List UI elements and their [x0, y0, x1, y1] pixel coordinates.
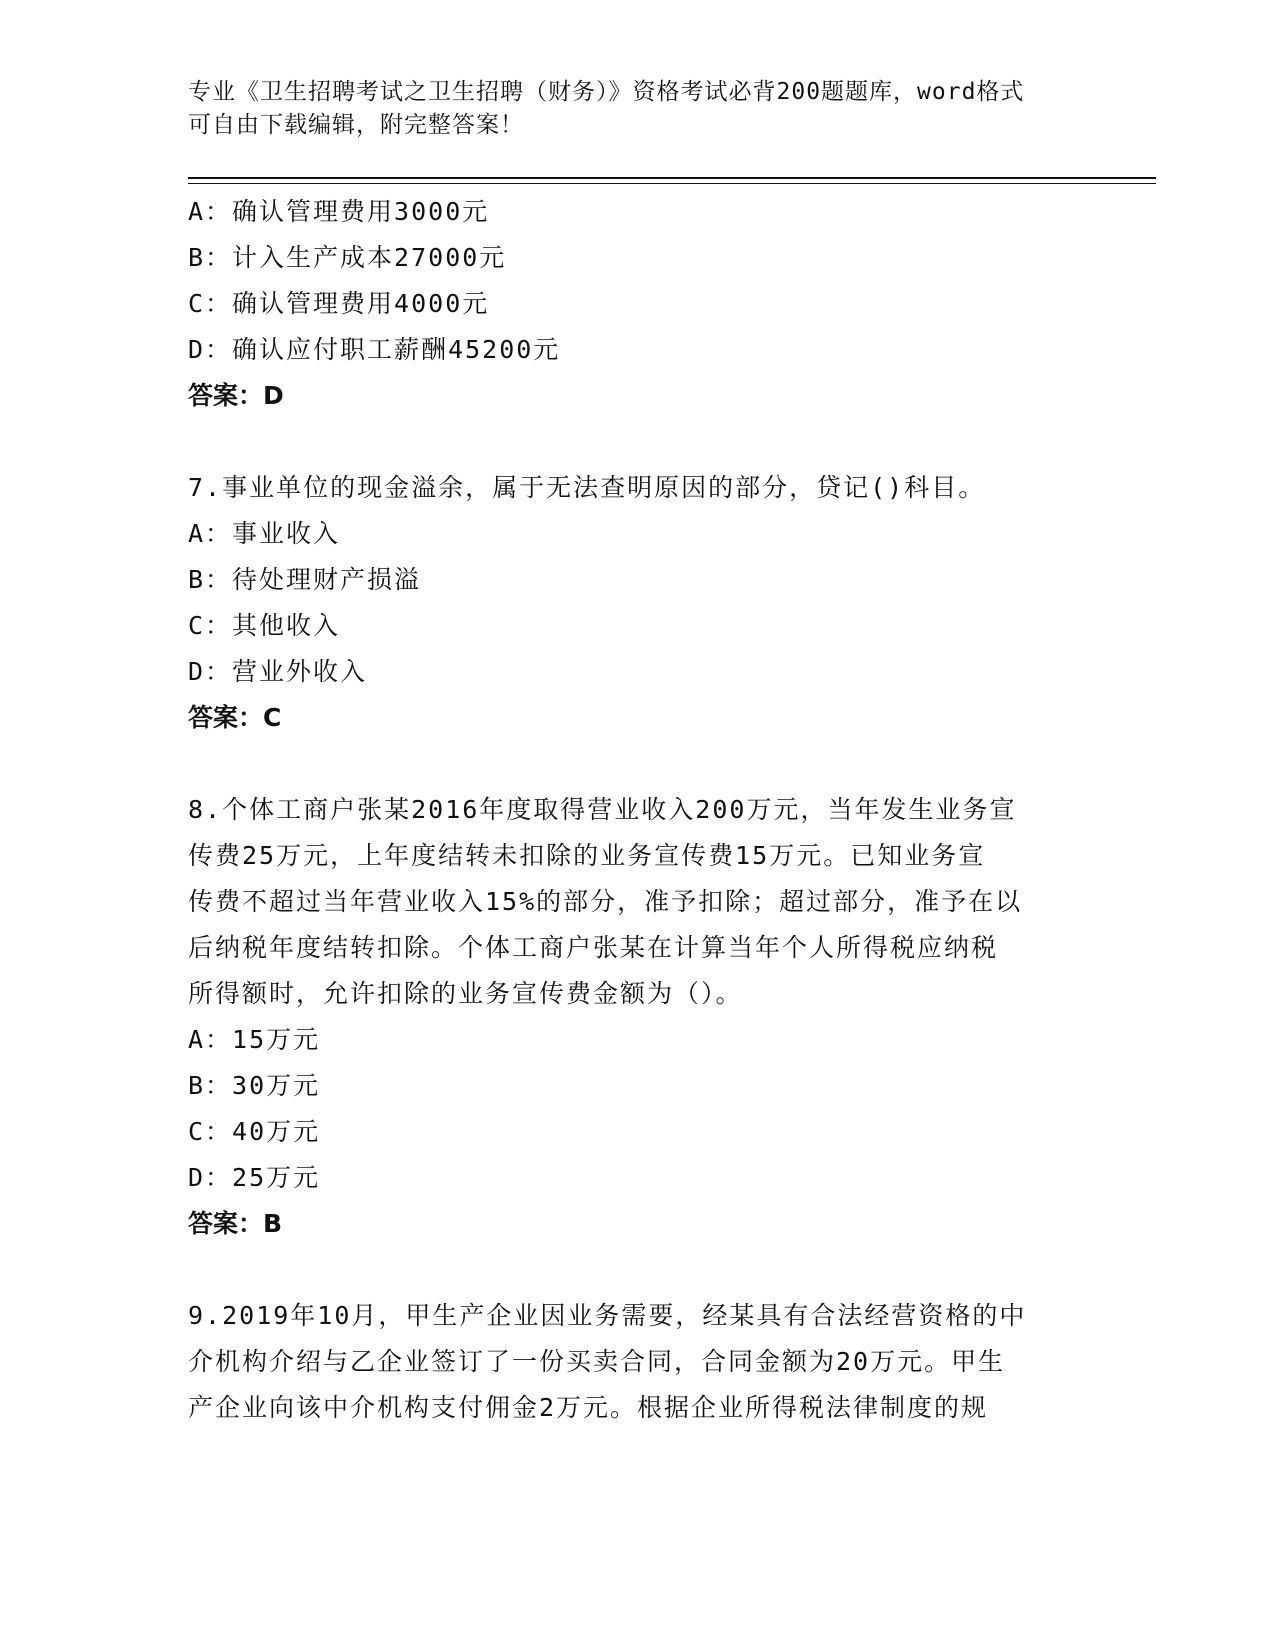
document-header — [188, 76, 1088, 142]
header-divider-thin — [188, 183, 1156, 184]
option-a: A：事业收入 — [188, 519, 341, 548]
option-b: B：计入生产成本27000元 — [188, 243, 507, 272]
spacer — [188, 419, 1088, 465]
header-divider-thick — [188, 177, 1156, 179]
answer-line: 答案：D — [188, 381, 284, 410]
option-d: D：25万元 — [188, 1163, 321, 1192]
question-8 — [188, 787, 1088, 1247]
question-text-line: 传费25万元，上年度结转未扣除的业务宣传费15万元。已知业务宣 — [188, 841, 986, 870]
question-text-line: 所得额时，允许扣除的业务宣传费金额为（）。 — [188, 979, 743, 1008]
option-a: A：确认管理费用3000元 — [188, 197, 490, 226]
question-text-line: 传费不超过当年营业收入15%的部分，准予扣除；超过部分，准予在以 — [188, 887, 1023, 916]
question-text-line: 8.个体工商户张某2016年度取得营业收入200万元，当年发生业务宣 — [188, 795, 1017, 824]
question-text-line: 后纳税年度结转扣除。个体工商户张某在计算当年个人所得税应纳税 — [188, 933, 999, 962]
option-c: C：确认管理费用4000元 — [188, 289, 490, 318]
answer-line: 答案：B — [188, 1209, 283, 1238]
spacer — [188, 741, 1088, 787]
option-c: C：其他收入 — [188, 611, 341, 640]
question-7 — [188, 465, 1088, 741]
spacer — [188, 1247, 1088, 1293]
question-text-line: 产企业向该中介机构支付佣金2万元。根据企业所得税法律制度的规 — [188, 1393, 989, 1422]
header-line-1: 专业《卫生招聘考试之卫生招聘（财务）》资格考试必背200题题库，word格式 — [188, 79, 1025, 105]
option-d: D：营业外收入 — [188, 657, 368, 686]
document-body — [188, 189, 1088, 1431]
question-9 — [188, 1293, 1088, 1431]
option-b: B：待处理财产损溢 — [188, 565, 422, 594]
header-line-2: 可自由下载编辑，附完整答案！ — [188, 112, 524, 138]
option-d: D：确认应付职工薪酬45200元 — [188, 335, 561, 364]
question-text-line: 9.2019年10月，甲生产企业因业务需要，经某具有合法经营资格的中 — [188, 1301, 1027, 1330]
answer-line: 答案：C — [188, 703, 282, 732]
question-6 — [188, 189, 1088, 419]
option-c: C：40万元 — [188, 1117, 321, 1146]
question-text-line: 介机构介绍与乙企业签订了一份买卖合同，合同金额为20万元。甲生 — [188, 1347, 1006, 1376]
option-b: B：30万元 — [188, 1071, 321, 1100]
option-a: A：15万元 — [188, 1025, 321, 1054]
question-text: 7.事业单位的现金溢余，属于无法查明原因的部分，贷记()科目。 — [188, 473, 986, 502]
